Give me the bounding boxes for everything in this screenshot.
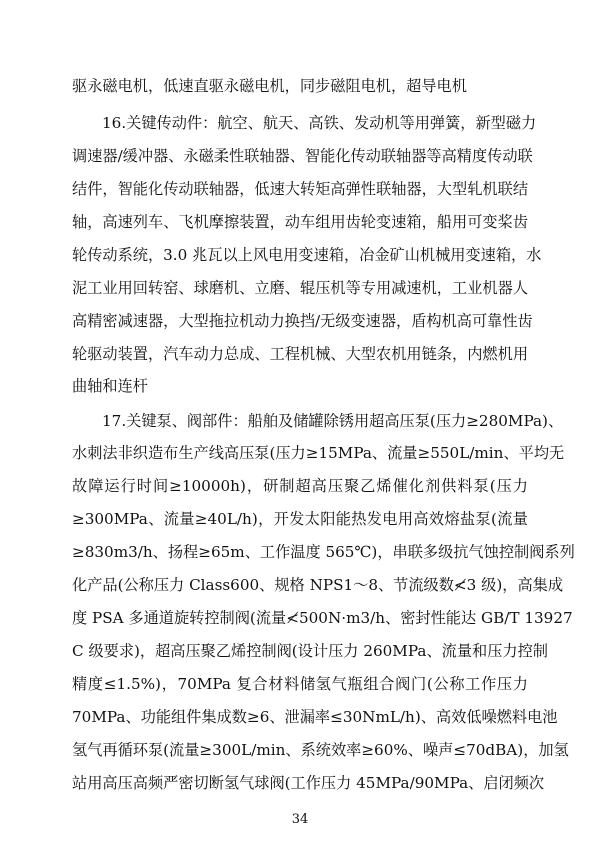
text-line: 结件，智能化传动联轴器，低速大转矩高弹性联轴器，大型轧机联结 xyxy=(72,180,528,198)
text-line: 轴，高速列车、飞机摩擦装置，动车组用齿轮变速箱，船用可变桨齿 xyxy=(72,213,528,231)
text-line: 水刺法非织造布生产线高压泵(压力≥15MPa、流量≥550L/min、平均无 xyxy=(72,444,565,462)
text-line: 驱永磁电机，低速直驱永磁电机，同步磁阻电机，超导电机 xyxy=(72,77,467,95)
text-line: 高精密减速器，大型拖拉机动力换挡/无级变速器，盾构机高可靠性齿 xyxy=(72,312,533,330)
text-line: 轮驱动装置，汽车动力总成、工程机械、大型农机用链条，内燃机用 xyxy=(72,345,528,363)
text-line: 氢气再循环泵(流量≥300L/min、系统效率≥60%、噪声≤70dBA)，加氢 xyxy=(72,741,569,759)
text-line: ≥830m3/h、扬程≥65m、工作温度 565℃)，串联多级抗气蚀控制阀系列 xyxy=(72,543,575,561)
text-line: 故障运行时间≥10000h)，研制超高压聚乙烯催化剂供料泵(压力 xyxy=(72,477,528,495)
text-line: ≥300MPa、流量≥40L/h)，开发太阳能热发电用高效熔盐泵(流量 xyxy=(72,510,528,528)
text-line: 曲轴和连杆 xyxy=(72,377,148,395)
page-number: 34 xyxy=(291,812,309,827)
text-line: 站用高压高频严密切断氢气球阀(工作压力 45MPa/90MPa、启闭频次 xyxy=(72,774,545,792)
paragraph-first-line: 17.关键泵、阀部件：船舶及储罐除锈用超高压泵(压力≥280MPa)、 xyxy=(102,412,564,430)
text-line: 70MPa、功能组件集成数≥6、泄漏率≤30NmL/h)、高效低噪燃料电池 xyxy=(72,708,558,726)
text-line: 调速器/缓冲器、永磁柔性联轴器、智能化传动联轴器等高精度传动联 xyxy=(72,147,533,165)
text-line: 轮传动系统，3.0 兆瓦以上风电用变速箱，冶金矿山机械用变速箱，水 xyxy=(72,246,542,264)
text-line: C 级要求)，超高压聚乙烯控制阀(设计压力 260MPa、流量和压力控制 xyxy=(72,642,548,660)
text-line: 化产品(公称压力 Class600、规格 NPS1～8、节流级数≮3 级)，高集成 xyxy=(72,576,564,594)
text-line: 泥工业用回转窑、球磨机、立磨、辊压机等专用减速机，工业机器人 xyxy=(72,279,528,297)
text-line: 度 PSA 多通道旋转控制阀(流量≮500N·m3/h、密封性能达 GB/T 13927 xyxy=(72,609,573,627)
paragraph-first-line: 16.关键传动件：航空、航天、高铁、发动机等用弹簧，新型磁力 xyxy=(102,114,537,132)
text-line: 精度≤1.5%)，70MPa 复合材料储氢气瓶组合阀门(公称工作压力 xyxy=(72,675,528,693)
